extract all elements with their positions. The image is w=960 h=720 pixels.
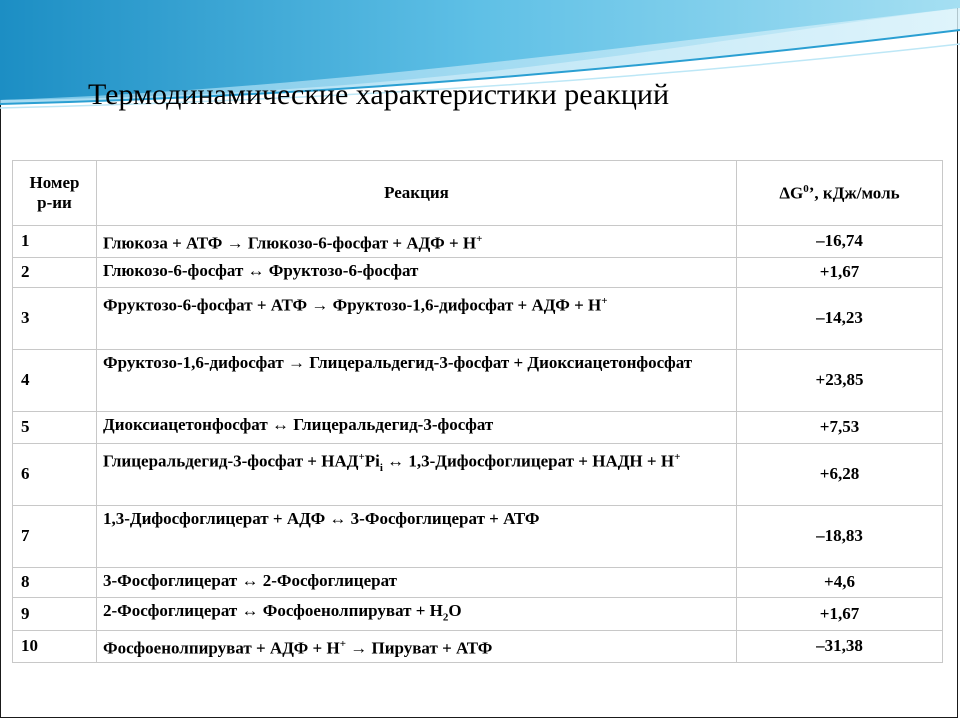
- row-number: 9: [13, 597, 97, 630]
- reaction-text-c: ↔ 1,3-Дифосфоглицерат + НАДН + Н: [382, 451, 675, 471]
- header-dg-rest: ’, кДж/моль: [808, 183, 900, 203]
- reaction-sub-b: i: [379, 461, 383, 474]
- row-number: 10: [13, 631, 97, 663]
- slide-title: Термодинамические характеристики реакций: [88, 78, 670, 111]
- row-reaction: [97, 597, 737, 630]
- row-reaction: [97, 226, 737, 258]
- reaction-sub: 2: [442, 611, 449, 624]
- table-row: [13, 349, 943, 411]
- reaction-sup: +: [601, 294, 608, 307]
- row-reaction: Диоксиацетонфосфат ↔ Глицеральдегид-3-фосфат: [97, 411, 737, 443]
- header-dg-symbol: ΔG: [779, 183, 804, 203]
- row-number: 8: [13, 567, 97, 597]
- row-delta-g: +7,53: [737, 411, 943, 443]
- table-row: [13, 411, 943, 443]
- header-reaction-label: Реакция: [384, 183, 449, 202]
- reaction-text: Глюкоза + АТФ → Глюкозо-6-фосфат + АДФ + Н: [103, 233, 477, 253]
- table-row: [13, 287, 943, 349]
- table-row: [13, 505, 943, 567]
- row-reaction: 1,3-Дифосфоглицерат + АДФ ↔ 3-Фосфоглицерат + АТФ: [97, 505, 737, 567]
- row-reaction: [97, 443, 737, 505]
- reaction-text: Фруктозо-6-фосфат + АТФ → Фруктозо-1,6-дифосфат + АДФ + Н: [103, 295, 602, 315]
- reaction-text: Фосфоенолпируват + АДФ + Н: [103, 638, 340, 658]
- reaction-sup: +: [476, 233, 483, 245]
- reaction-text-a: Глицеральдегид-3-фосфат + НАД: [103, 451, 359, 471]
- row-reaction: [97, 631, 737, 663]
- row-delta-g: +1,67: [737, 257, 943, 287]
- reaction-tail: О: [448, 600, 462, 620]
- table-row: [13, 443, 943, 505]
- reaction-text-b: Pi: [364, 451, 380, 471]
- header-number-line1: Номер: [29, 173, 80, 192]
- table-row: [13, 257, 943, 287]
- row-number: 5: [13, 411, 97, 443]
- row-number: 6: [13, 443, 97, 505]
- header-reaction: [97, 161, 737, 226]
- row-delta-g: +6,28: [737, 443, 943, 505]
- reaction-sup: +: [339, 638, 346, 651]
- table-row: [13, 226, 943, 258]
- table-header-row: [13, 161, 943, 226]
- reaction-tail: → Пируват + АТФ: [345, 638, 493, 658]
- row-reaction: [97, 287, 737, 349]
- row-number: 2: [13, 257, 97, 287]
- row-delta-g: –18,83: [737, 505, 943, 567]
- reactions-table: [12, 160, 943, 663]
- row-delta-g: +4,6: [737, 567, 943, 597]
- row-reaction: 3-Фосфоглицерат ↔ 2-Фосфоглицерат: [97, 567, 737, 597]
- row-reaction: Глюкозо-6-фосфат ↔ Фруктозо-6-фосфат: [97, 257, 737, 287]
- header-dg-sup: 0: [803, 182, 809, 195]
- reaction-sup-c: +: [674, 450, 681, 463]
- row-number: 4: [13, 349, 97, 411]
- reaction-text: 2-Фосфоглицерат ↔ Фосфоенолпируват + Н: [103, 600, 443, 620]
- row-delta-g: +23,85: [737, 349, 943, 411]
- row-delta-g: –14,23: [737, 287, 943, 349]
- table-row: [13, 631, 943, 663]
- row-delta-g: +1,67: [737, 597, 943, 630]
- header-delta-g: [737, 161, 943, 226]
- reaction-sup-a: +: [358, 450, 365, 463]
- row-number: 7: [13, 505, 97, 567]
- row-number: 1: [13, 226, 97, 258]
- table-row: [13, 597, 943, 630]
- header-number: [13, 161, 97, 226]
- header-number-line2: р-ии: [37, 193, 72, 212]
- table-row: [13, 567, 943, 597]
- row-delta-g: –31,38: [737, 631, 943, 663]
- row-delta-g: –16,74: [737, 226, 943, 258]
- row-number: 3: [13, 287, 97, 349]
- row-reaction: Фруктозо-1,6-дифосфат → Глицеральдегид-3-фосфат + Диоксиацетонфосфат: [97, 349, 737, 411]
